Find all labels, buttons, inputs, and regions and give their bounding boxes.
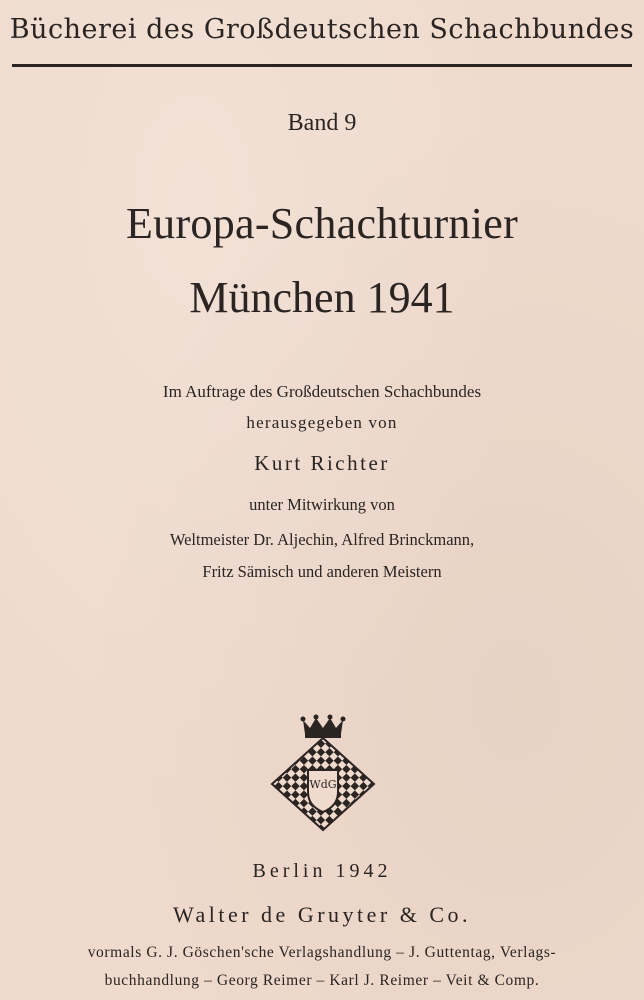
book-title-line-2: München 1941 [189,273,455,322]
chess-crown-emblem-icon [270,714,376,832]
commission-line: Im Auftrage des Großdeutschen Schachbundes [162,382,482,401]
publisher-name: Walter de Gruyter & Co. [172,902,472,927]
header-rule [12,64,632,67]
former-names-line-2: buchhandlung – Georg Reimer – Karl J. Reimer – Veit & Comp. [104,972,540,989]
series-title: Bücherei des Großdeutschen Schachbundes [9,14,635,45]
contributors-line-2: Fritz Sämisch und anderen Meistern [202,562,442,581]
editor-name: Kurt Richter [254,451,390,475]
contributors-line-1: Weltmeister Dr. Aljechin, Alfred Brinckmann, [169,530,475,549]
former-names-line-1: vormals G. J. Göschen'sche Verlagshandlung – J. Guttentag, Verlags- [87,944,557,961]
crown-icon [301,715,346,739]
volume-number: Band 9 [287,110,357,136]
city-year: Berlin 1942 [252,860,392,882]
published-by-line: herausgegeben von [246,413,398,432]
logo-monogram: WdG [309,778,337,791]
book-title-line-1: Europa-Schachturnier [125,199,519,248]
cooperation-line: unter Mitwirkung von [249,495,395,514]
